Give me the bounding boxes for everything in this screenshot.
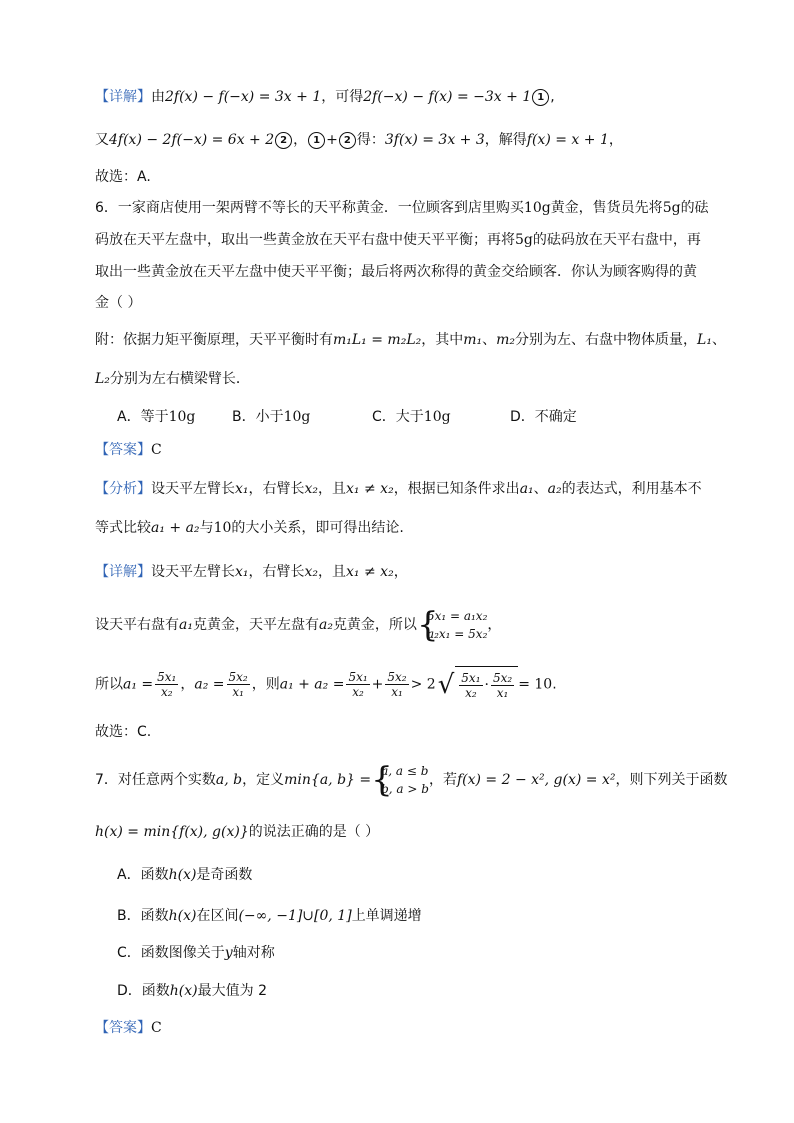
q5-conclusion: 故选：A. [95, 169, 151, 185]
circled-number-1: 1 [532, 89, 549, 106]
q6-stem-line4: 金（ ） [95, 295, 142, 311]
q6-note-line2: L₂分别为左右横梁臂长． [95, 371, 250, 387]
analysis-tag: 【分析】 [95, 481, 151, 497]
piecewise-definition: { a, a ≤ b b, a > b [371, 760, 429, 800]
q6-detail-line3: 所以a₁ = $\frac{\text{5x₁}}{\text{x₂}}$ ，a₂ = $\frac{\text{5x₂}}{\text{x₁}}$ ，则a₁ + a₂ = $\frac{\text{5x₁}}{\text{x₂}}$ + $\frac{\text{5x₂}}{\text{x₁}}$ > 2√ $\frac{\text{5x₁}}{\text{x₂}}$ · $\frac{\text{5x₂}}{\text{x₁}}$ = 10. [95, 666, 557, 702]
q5-detail-line2: 又4f(x) − 2f(−x) = 6x + 2 2 ， 1 + 2 得：3f(x) = 3x + 3，解得f(x) = x + 1， [95, 132, 623, 148]
q6-conclusion: 故选：C. [95, 724, 152, 740]
detail-tag: 【详解】 [95, 564, 151, 580]
q6-option-c: C．大于10g [372, 409, 451, 425]
q7-option-c: C．函数图像关于y轴对称 [117, 945, 275, 961]
q6-note-line1: 附：依据力矩平衡原理，天平平衡时有m₁L₁ = m₂L₂，其中m₁、m₂分别为左、右盘中物体质量，L₁、 [95, 332, 726, 348]
circled-number-1: 1 [308, 132, 325, 149]
answer-tag: 【答案】 [95, 1020, 151, 1036]
q6-detail-line2: 设天平右盘有a₁克黄金，天平左盘有a₂克黄金，所以 { 5x₁ = a₁x₂ a₂x₁ = 5x₂ ， [95, 605, 502, 645]
q6-option-a: A．等于10g [117, 409, 196, 425]
equation-system: { 5x₁ = a₁x₂ a₂x₁ = 5x₂ [416, 605, 488, 645]
answer-tag: 【答案】 [95, 442, 151, 458]
q7-stem-line2: h(x) = min{f(x), g(x)}的说法正确的是（ ） [95, 824, 380, 840]
q7-option-a: A．函数h(x)是奇函数 [117, 867, 253, 883]
q7-option-d: D．函数h(x)最大值为 2 [117, 983, 267, 999]
q5-detail-line1: 【详解】由2f(x) − f(−x) = 3x + 1，可得2f(−x) − f(x) = −3x + 1 1 , [95, 89, 555, 105]
q6-analysis-line2: 等式比较a₁ + a₂与10的大小关系，即可得出结论. [95, 520, 404, 536]
q6-stem-line1: 6．一家商店使用一架两臂不等长的天平称黄金．一位顾客到店里购买10g黄金，售货员先将5g的砝 [95, 200, 709, 216]
q6-detail-line1: 【详解】设天平左臂长x₁，右臂长x₂，且x₁ ≠ x₂， [95, 564, 408, 580]
q6-answer: 【答案】C [95, 442, 162, 458]
q6-option-d: D．不确定 [510, 409, 577, 425]
q7-answer: 【答案】C [95, 1020, 162, 1036]
q6-stem-line2: 码放在天平左盘中，取出一些黄金放在天平右盘中使天平平衡；再将5g的砝码放在天平右盘中，再 [95, 232, 701, 248]
detail-tag: 【详解】 [95, 89, 151, 105]
q6-option-b: B．小于10g [232, 409, 311, 425]
q7-option-b: B．函数h(x)在区间(−∞, −1]∪[0, 1]上单调递增 [117, 908, 422, 924]
circled-number-2: 2 [339, 132, 356, 149]
q7-stem-line1: 7．对任意两个实数a, b，定义min{a, b} = { a, a ≤ b b, a > b ，若f(x) = 2 − x², g(x) = x²，则下列关于函数 [95, 760, 728, 800]
q6-stem-line3: 取出一些黄金放在天平左盘中使天平平衡；最后将两次称得的黄金交给顾客．你认为顾客购得的黄 [95, 264, 697, 280]
circled-number-2: 2 [275, 132, 292, 149]
q6-analysis-line1: 【分析】设天平左臂长x₁，右臂长x₂，且x₁ ≠ x₂，根据已知条件求出a₁、a₂的表达式，利用基本不 [95, 481, 702, 497]
